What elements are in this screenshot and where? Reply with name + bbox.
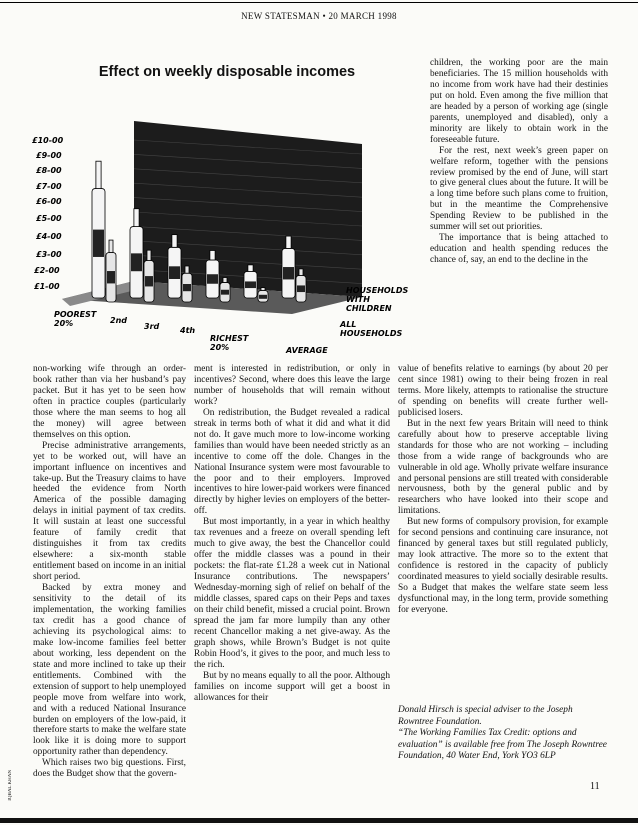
bottle-neck: [261, 288, 265, 291]
bottle-label: [145, 276, 153, 286]
bottle-label: [183, 284, 191, 291]
y-label-3: £3-00: [36, 250, 62, 259]
page-header: NEW STATESMAN • 20 MARCH 1998: [241, 11, 397, 21]
paragraph: But in the next few years Britain will need to think carefully about how to preserve acceptable living standards for those who are not working – including those from a wide range of backgrounds who are vulnerable in old age. Wholly private welfare insurance and personal pensions are still treated with considerable nervousness, both by the general public and by researchers who have looked into their scope and limitations.: [398, 418, 608, 517]
bottle-label: [169, 266, 180, 279]
bottle-label: [207, 274, 218, 284]
x-label-4th: 4th: [180, 326, 196, 335]
paragraph: The importance that is being attached to education and health spending reduces the chance of, say, an end to the decline in the: [430, 233, 608, 266]
y-label-8: £8-00: [36, 166, 62, 175]
column-1: [33, 364, 186, 780]
bottle-neck: [96, 161, 101, 188]
report-reference: “The Working Families Tax Credit: options and evaluation” is available free from The Joseph Rowntree Foundation, 40 Water End, York YO3 6LP: [398, 728, 607, 762]
bottle-label: [131, 253, 142, 271]
bottle-neck: [185, 266, 189, 273]
paragraph: value of benefits relative to earnings (by about 20 per cent since 1981) owing to their being frozen in real terms. More likely, attempts to rationalise the structure of spending on benefits will create further well-publicised losers.: [398, 364, 608, 418]
page-number: 11: [590, 781, 600, 792]
bottle-label: [93, 230, 104, 257]
column-3-top: [430, 58, 608, 266]
bottle-neck: [210, 250, 215, 260]
y-label-6: £6-00: [36, 197, 62, 206]
paragraph: Backed by extra money and sensitivity to the detail of its implementation, the working families tax credit has a good chance of achieving its psychological aims: to make low-income families feel better about working, less dependent on the state and more inclined to take up their entitlements. Combined with the extension of support to help unemployed people move from welfare into work, and with a reduced National Insurance burden on employers of the low-paid, it therefore starts to make the welfare state look like it is doing more to support opportunity rather than dependency.: [33, 583, 186, 758]
bottle-neck: [134, 209, 139, 227]
bottle-neck: [109, 240, 113, 252]
bottle-label: [259, 295, 267, 299]
x-label-poorest: POOREST 20%: [54, 310, 97, 328]
chart: [32, 84, 409, 355]
paragraph: Precise administrative arrangements, yet to be worked out, will have an important influence on incentives and take-up. But the Treasury claims to have heeded the evidence from North America of the possible damaging delays in initial payment of tax credits. It will sustain at least one successful feature of family credit that distinguishes it from tax credits elsewhere: a six-month stable entitlement based on income in an initial short period.: [33, 440, 186, 583]
paragraph: But most importantly, in a year in which healthy tax revenues and a freeze on overall spending left much to give away, the best the Chancellor could offer the middle classes was a pound in their pockets: the flat-rate £1.28 a week cut in National Insurance contributions. The newspapers’ Wednesday-morning sigh of relief on behalf of the middle classes, spared caps on their Peps and taxes on their child benefit, missed a crucial point. Brown spread the jam far more lumpily than any other recent Chancellor making a net give-away. As the graph shows, while Brown’s Budget is not quite Robin Hood’s, it gives to the poor, and much less to the rich.: [194, 517, 390, 670]
author-bio: Donald Hirsch is special adviser to the Joseph Rowntree Foundation.: [398, 705, 573, 727]
paragraph: For the rest, next week’s green paper on welfare reform, together with the pensions review promised by the end of June, will start to give general clues about the future. It will be a long time before such plans come to fruition, but in the meantime the Comprehensive Spending Review to be published in the summer will set out priorities.: [430, 145, 608, 233]
bottle-label: [297, 285, 305, 292]
chart-title: Effect on weekly disposable incomes: [98, 64, 356, 80]
x-label-richest: RICHEST 20%: [210, 334, 249, 352]
x-label-3rd: 3rd: [144, 322, 160, 331]
chart-svg: [62, 84, 362, 349]
bottle-neck: [147, 250, 151, 260]
bottle-label: [107, 271, 115, 283]
bar-households-with-children-0: [92, 161, 105, 298]
illustration-credit: IQBAL KHAN: [8, 770, 13, 801]
legend-all-households: ALL HOUSEHOLDS: [340, 320, 403, 338]
y-label-1: £1-00: [34, 282, 60, 291]
bottom-rule: [0, 818, 638, 823]
paragraph: But new forms of compulsory provision, for example for second pensions and continuing care insurance, not financed by general taxes but still regulated publicly, may look attractive. The more so to the extent that confidence is restored in the capacity of publicly coordinated measures to yield socially desirable results. So a Budget that makes the welfare state seem less dysfunctional may, in the long term, provide something for everyone.: [398, 517, 608, 615]
bottle-label: [221, 290, 229, 295]
bottle-label: [283, 267, 294, 279]
column-2: [194, 364, 390, 704]
paragraph: children, the working poor are the main beneficiaries. The 15 million households with no income from work have had their destinies put on hold. Even among the five million that are headed by a person of working age (single parents, unemployed and disabled), only a minority are likely to obtain work in the foreseeable future.: [430, 58, 608, 145]
y-label-9: £9-00: [36, 151, 62, 160]
x-label-average: AVERAGE: [286, 346, 328, 355]
paragraph: non-working wife through an order-book rather than via her husband’s pay packet. But it has yet to be seen how often in practice couples (particularly those where the man seems to hog all the money) will agree between themselves on this option.: [33, 364, 186, 440]
y-label-7: £7-00: [36, 182, 62, 191]
author-footnote: [398, 705, 608, 763]
y-label-4: £4-00: [36, 232, 62, 241]
y-label-10: £10-00: [32, 136, 64, 145]
legend-households-with-children: HOUSEHOLDS WITH CHILDREN: [346, 286, 409, 313]
bottle-neck: [172, 235, 177, 248]
top-rule: [0, 2, 638, 3]
paragraph: On redistribution, the Budget revealed a radical streak in terms both of what it did and what it did not do. It gave much more to low-income working families than would have been needed strictly as an incentive to come off the dole. Changes in the National Insurance system were most favourable to the poor and to their employers. Improved incentives to hire lower-paid workers were financed directly by higher levies on employers of the better-off.: [194, 407, 390, 517]
x-label-2nd: 2nd: [110, 316, 127, 325]
paragraph: But by no means equally to all the poor. Although families on income support will get a boost in allowances for their: [194, 670, 390, 703]
y-label-5: £5-00: [36, 214, 62, 223]
column-3-bottom: [398, 364, 608, 616]
paragraph: ment is interested in redistribution, or only in incentives? Second, where does this leave the large number of households that will remain without work?: [194, 364, 390, 407]
bottle-neck: [299, 269, 303, 276]
bottle-neck: [286, 236, 291, 248]
bar-all-households-0: [106, 240, 116, 302]
bottle-neck: [248, 265, 253, 272]
bottle-label: [245, 281, 256, 288]
y-label-2: £2-00: [34, 266, 60, 275]
paragraph: Which raises two big questions. First, does the Budget show that the govern-: [33, 758, 186, 780]
bottle-neck: [223, 278, 227, 283]
